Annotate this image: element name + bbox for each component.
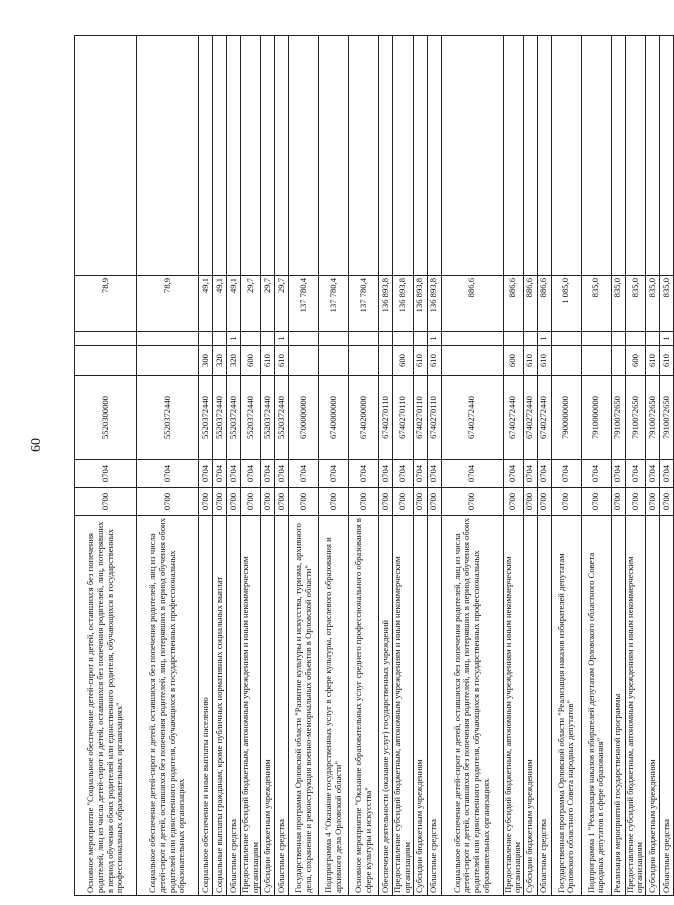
row-empty-cell (379, 36, 393, 276)
row-section: 0700 (660, 488, 674, 516)
row-source-flag (523, 332, 537, 346)
row-source-flag (319, 332, 349, 346)
row-subsection: 0704 (393, 460, 413, 488)
row-target-article: 5520300000 (75, 376, 137, 460)
row-target-article: 5520372440 (137, 376, 199, 460)
row-target-article: 6740270110 (379, 376, 393, 460)
row-empty-cell (537, 36, 551, 276)
row-subsection: 0704 (199, 460, 213, 488)
table-row (427, 36, 441, 896)
row-name: Субсидии бюджетным учреждениям (523, 516, 537, 896)
row-empty-cell (660, 36, 674, 276)
row-expense-type (349, 346, 379, 376)
row-name: Основное мероприятие "Социальное обеспечение детей-сирот и детей, оставшихся без попечения родителей, лиц из числа детей-сирот и детей, оставшихся без попечения родителей, лиц, потерявших в период обучения обоих родителей или единственного родителя, обучающихся в государственных профессиональных образовательных организациях" (75, 516, 137, 896)
row-subsection: 0704 (319, 460, 349, 488)
row-target-article: 6740270110 (393, 376, 413, 460)
row-amount: 835,0 (625, 276, 645, 332)
table-row (227, 36, 241, 896)
row-name: Социальные выплаты гражданам, кроме публичных нормативных социальных выплат (213, 516, 227, 896)
row-name: Областные средства (537, 516, 551, 896)
row-empty-cell (503, 36, 523, 276)
row-expense-type: 610 (523, 346, 537, 376)
row-name: Государственная программа Орловской области "Развитие культуры и искусства, туризма, архивного дела, сохранение и реконструкция военно-мемориальных объектов в Орловской области" (289, 516, 319, 896)
row-target-article: 6740272440 (537, 376, 551, 460)
table-row (551, 36, 581, 896)
row-source-flag (289, 332, 319, 346)
row-amount: 29,7 (275, 276, 289, 332)
row-amount: 886,6 (441, 276, 503, 332)
row-subsection: 0704 (427, 460, 441, 488)
row-subsection: 0704 (227, 460, 241, 488)
row-subsection: 0704 (379, 460, 393, 488)
row-subsection: 0704 (413, 460, 427, 488)
row-subsection: 0704 (581, 460, 611, 488)
row-amount: 136 893,8 (379, 276, 393, 332)
row-name: Областные средства (427, 516, 441, 896)
row-name: Социальное обеспечение детей-сирот и детей, оставшихся без попечения родителей, лиц из числа детей-сирот и детей, оставшихся без попечения родителей, лиц, потерявших в период обучения обоих родителей или единственного родителя, обучающихся в государственных профессиональных образовательных организациях (137, 516, 199, 896)
row-source-flag (213, 332, 227, 346)
table-row (241, 36, 261, 896)
row-source-flag: 1 (427, 332, 441, 346)
row-expense-type: 610 (427, 346, 441, 376)
row-section: 0700 (289, 488, 319, 516)
row-target-article: 6740200000 (349, 376, 379, 460)
row-target-article: 6740272440 (523, 376, 537, 460)
row-section: 0700 (137, 488, 199, 516)
row-section: 0700 (213, 488, 227, 516)
row-source-flag (413, 332, 427, 346)
row-subsection: 0704 (289, 460, 319, 488)
row-amount: 136 893,8 (427, 276, 441, 332)
table-row (523, 36, 537, 896)
row-amount: 137 780,4 (349, 276, 379, 332)
row-target-article: 5520372440 (213, 376, 227, 460)
row-source-flag (349, 332, 379, 346)
row-expense-type: 610 (413, 346, 427, 376)
row-subsection: 0704 (349, 460, 379, 488)
row-section: 0700 (379, 488, 393, 516)
row-source-flag (241, 332, 261, 346)
row-empty-cell (199, 36, 213, 276)
table-row (393, 36, 413, 896)
row-section: 0700 (227, 488, 241, 516)
row-expense-type (551, 346, 581, 376)
row-source-flag (261, 332, 275, 346)
row-expense-type (289, 346, 319, 376)
row-section: 0700 (441, 488, 503, 516)
row-target-article: 7900000000 (551, 376, 581, 460)
page-number: 60 (29, 438, 44, 452)
row-amount: 1 085,0 (551, 276, 581, 332)
row-source-flag (646, 332, 660, 346)
row-subsection: 0704 (75, 460, 137, 488)
row-target-article: 7910072650 (611, 376, 625, 460)
row-name: Субсидии бюджетным учреждениям (261, 516, 275, 896)
row-source-flag (611, 332, 625, 346)
row-name: Предоставление субсидий бюджетным, автономным учреждениям и иным некоммерческим организациям (625, 516, 645, 896)
rotated-table-container (74, 36, 671, 896)
row-source-flag (75, 332, 137, 346)
row-section: 0700 (551, 488, 581, 516)
row-empty-cell (213, 36, 227, 276)
row-expense-type: 300 (199, 346, 213, 376)
row-name: Государственная программа Орловской области "Реализация наказов избирателей депутатам Орловского областного Совета народных депутатов" (551, 516, 581, 896)
row-expense-type (137, 346, 199, 376)
row-expense-type: 600 (393, 346, 413, 376)
row-section: 0700 (646, 488, 660, 516)
row-section: 0700 (625, 488, 645, 516)
table-row (75, 36, 137, 896)
row-name: Обеспечение деятельности (оказание услуг) государственных учреждений (379, 516, 393, 896)
row-section: 0700 (427, 488, 441, 516)
row-source-flag: 1 (660, 332, 674, 346)
row-name: Социальное обеспечение детей-сирот и детей, оставшихся без попечения родителей, лиц из числа детей-сирот и детей, оставшихся без попечения родителей, лиц, потерявших в период обучения обоих родителей или единственного родителя, обучающихся в государственных профессиональных образовательных организациях (441, 516, 503, 896)
row-subsection: 0704 (523, 460, 537, 488)
row-empty-cell (319, 36, 349, 276)
row-amount: 137 780,4 (319, 276, 349, 332)
row-expense-type (379, 346, 393, 376)
row-subsection: 0704 (660, 460, 674, 488)
row-source-flag (137, 332, 199, 346)
row-source-flag (199, 332, 213, 346)
row-target-article: 7910000000 (581, 376, 611, 460)
table-row (646, 36, 660, 896)
row-expense-type: 610 (537, 346, 551, 376)
row-source-flag (441, 332, 503, 346)
row-source-flag (581, 332, 611, 346)
row-empty-cell (581, 36, 611, 276)
row-amount: 29,7 (261, 276, 275, 332)
row-subsection: 0704 (503, 460, 523, 488)
row-expense-type (581, 346, 611, 376)
row-section: 0700 (581, 488, 611, 516)
row-amount: 886,6 (537, 276, 551, 332)
table-row (319, 36, 349, 896)
row-empty-cell (261, 36, 275, 276)
row-amount: 49,1 (213, 276, 227, 332)
budget-table-body (75, 36, 674, 896)
row-section: 0700 (75, 488, 137, 516)
row-subsection: 0704 (137, 460, 199, 488)
row-expense-type: 600 (625, 346, 645, 376)
row-section: 0700 (199, 488, 213, 516)
row-name: Подпрограмма 1 "Реализация наказов избирателей депутатам Орловского областного Совета народных депутатов в сфере образования" (581, 516, 611, 896)
row-empty-cell (427, 36, 441, 276)
row-expense-type (319, 346, 349, 376)
row-subsection: 0704 (611, 460, 625, 488)
row-empty-cell (646, 36, 660, 276)
row-amount: 78,9 (75, 276, 137, 332)
row-expense-type: 600 (241, 346, 261, 376)
row-amount: 835,0 (611, 276, 625, 332)
row-name: Предоставление субсидий бюджетным, автономным учреждениям и иным некоммерческим организациям (393, 516, 413, 896)
row-amount: 78,9 (137, 276, 199, 332)
table-row (261, 36, 275, 896)
row-name: Социальное обеспечение и иные выплаты населению (199, 516, 213, 896)
row-empty-cell (241, 36, 261, 276)
row-source-flag: 1 (227, 332, 241, 346)
row-empty-cell (275, 36, 289, 276)
row-subsection: 0704 (551, 460, 581, 488)
row-subsection: 0704 (441, 460, 503, 488)
row-subsection: 0704 (625, 460, 645, 488)
row-subsection: 0704 (275, 460, 289, 488)
row-section: 0700 (241, 488, 261, 516)
row-source-flag (393, 332, 413, 346)
row-empty-cell (625, 36, 645, 276)
row-name: Областные средства (660, 516, 674, 896)
row-amount: 49,1 (227, 276, 241, 332)
row-name: Областные средства (275, 516, 289, 896)
row-empty-cell (611, 36, 625, 276)
row-amount: 136 893,8 (393, 276, 413, 332)
table-row (199, 36, 213, 896)
row-target-article: 6740270110 (413, 376, 427, 460)
row-target-article: 7910072650 (660, 376, 674, 460)
row-expense-type: 320 (227, 346, 241, 376)
row-empty-cell (551, 36, 581, 276)
table-row (625, 36, 645, 896)
row-target-article: 6740272440 (441, 376, 503, 460)
row-expense-type (441, 346, 503, 376)
row-empty-cell (349, 36, 379, 276)
row-subsection: 0704 (261, 460, 275, 488)
row-amount: 886,6 (523, 276, 537, 332)
table-row (441, 36, 503, 896)
row-source-flag: 1 (275, 332, 289, 346)
table-row (503, 36, 523, 896)
row-section: 0700 (413, 488, 427, 516)
row-section: 0700 (537, 488, 551, 516)
row-expense-type (75, 346, 137, 376)
row-section: 0700 (261, 488, 275, 516)
row-source-flag (503, 332, 523, 346)
row-amount: 835,0 (581, 276, 611, 332)
row-section: 0700 (275, 488, 289, 516)
table-row (349, 36, 379, 896)
row-empty-cell (441, 36, 503, 276)
row-target-article: 6740272440 (503, 376, 523, 460)
row-amount: 136 893,8 (413, 276, 427, 332)
row-amount: 137 780,4 (289, 276, 319, 332)
row-section: 0700 (319, 488, 349, 516)
row-empty-cell (289, 36, 319, 276)
row-empty-cell (413, 36, 427, 276)
row-source-flag (625, 332, 645, 346)
row-target-article: 5520372440 (241, 376, 261, 460)
row-source-flag (551, 332, 581, 346)
row-target-article: 6740000000 (319, 376, 349, 460)
row-name: Областные средства (227, 516, 241, 896)
row-amount: 49,1 (199, 276, 213, 332)
table-row (275, 36, 289, 896)
row-target-article: 5520372440 (227, 376, 241, 460)
row-section: 0700 (523, 488, 537, 516)
row-expense-type: 320 (213, 346, 227, 376)
row-empty-cell (137, 36, 199, 276)
row-subsection: 0704 (646, 460, 660, 488)
table-row (611, 36, 625, 896)
row-name: Основное мероприятие "Оказание образовательных услуг среднего профессионального образования в сфере культуры и искусства" (349, 516, 379, 896)
row-target-article: 7910072650 (646, 376, 660, 460)
row-section: 0700 (611, 488, 625, 516)
row-empty-cell (523, 36, 537, 276)
row-expense-type: 610 (646, 346, 660, 376)
row-empty-cell (393, 36, 413, 276)
row-name: Субсидии бюджетным учреждениям (413, 516, 427, 896)
row-amount: 29,7 (241, 276, 261, 332)
row-name: Предоставление субсидий бюджетным, автономным учреждениям и иным некоммерческим организациям (241, 516, 261, 896)
row-source-flag: 1 (537, 332, 551, 346)
row-subsection: 0704 (241, 460, 261, 488)
table-row (137, 36, 199, 896)
row-section: 0700 (393, 488, 413, 516)
row-amount: 835,0 (660, 276, 674, 332)
row-expense-type: 600 (503, 346, 523, 376)
table-row (581, 36, 611, 896)
row-section: 0700 (503, 488, 523, 516)
row-empty-cell (227, 36, 241, 276)
row-target-article: 6700000000 (289, 376, 319, 460)
row-expense-type: 610 (660, 346, 674, 376)
row-target-article: 5520372440 (199, 376, 213, 460)
row-target-article: 6740270110 (427, 376, 441, 460)
row-amount: 835,0 (646, 276, 660, 332)
table-row (537, 36, 551, 896)
row-section: 0700 (349, 488, 379, 516)
row-subsection: 0704 (537, 460, 551, 488)
row-empty-cell (75, 36, 137, 276)
row-expense-type (611, 346, 625, 376)
row-target-article: 7910072650 (625, 376, 645, 460)
row-subsection: 0704 (213, 460, 227, 488)
row-target-article: 5520372440 (275, 376, 289, 460)
row-amount: 886,6 (503, 276, 523, 332)
row-name: Реализация мероприятий государственной программы (611, 516, 625, 896)
row-name: Предоставление субсидий бюджетным, автономным учреждениям и иным некоммерческим организациям (503, 516, 523, 896)
row-expense-type: 610 (275, 346, 289, 376)
table-row (413, 36, 427, 896)
row-name: Субсидии бюджетным учреждениям (646, 516, 660, 896)
table-row (289, 36, 319, 896)
budget-table (74, 35, 674, 896)
row-target-article: 5520372440 (261, 376, 275, 460)
table-row (660, 36, 674, 896)
row-expense-type: 610 (261, 346, 275, 376)
table-row (213, 36, 227, 896)
table-row (379, 36, 393, 896)
row-name: Подпрограмма 4 "Оказание государственных услуг в сфере культуры, отраслевого образования и архивного дела Орловской области" (319, 516, 349, 896)
row-source-flag (379, 332, 393, 346)
